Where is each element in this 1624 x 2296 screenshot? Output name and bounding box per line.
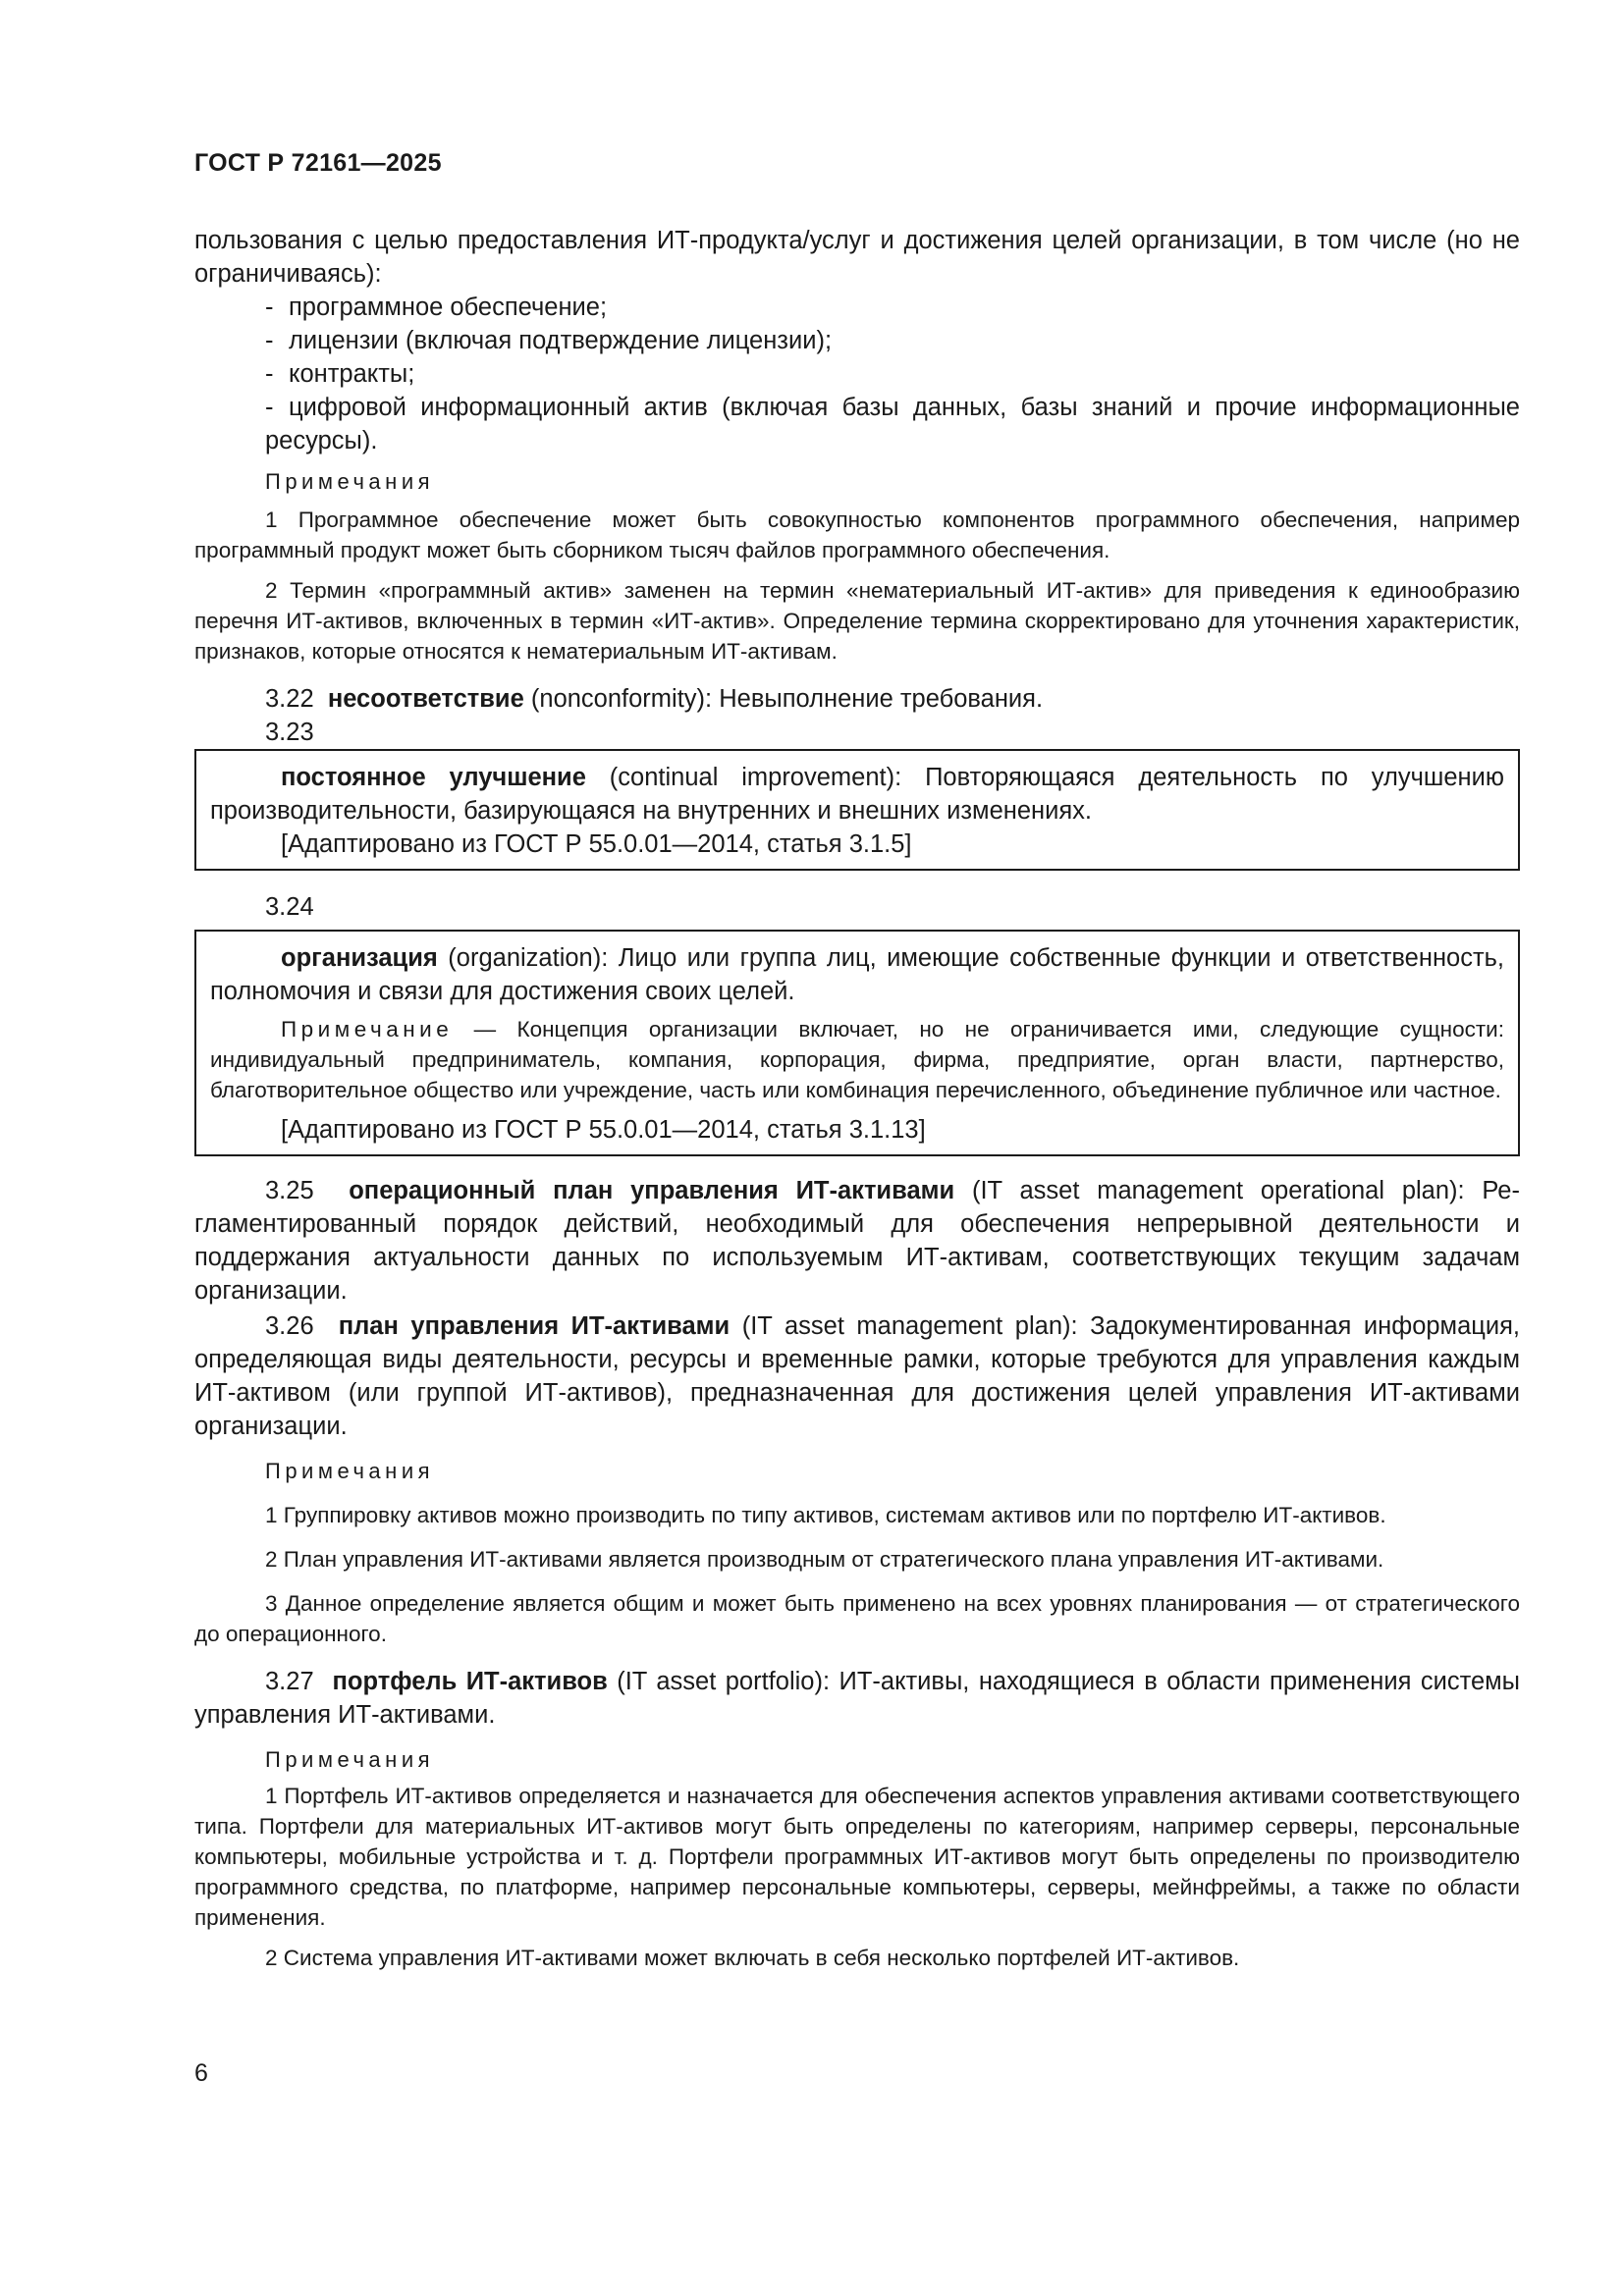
notes-heading: Примечания — [265, 1747, 435, 1772]
list-item: - контракты; — [265, 360, 415, 388]
term-3-23-box — [194, 749, 1520, 871]
document-header: ГОСТ Р 72161—2025 — [194, 149, 442, 177]
note: 3 Данное определение является общим и может быть применено на всех уровнях планирования — от стратегического до операционного. — [194, 1591, 1520, 1646]
document-body — [194, 224, 1520, 1973]
note: 1 Программное обеспечение может быть совокупностью компонентов программного обеспечения, например программный продукт может быть сборником тысяч файлов программного обеспечения. — [194, 507, 1520, 562]
term-3-27: 3.27 портфель ИТ-активов (IT asset portfolio): ИТ-активы, находящиеся в области применения системы управления ИТ-активами. — [194, 1668, 1520, 1729]
term-3-24-note: Примечание — Концепция организации включает, но не ограничивается ими, следующие сущности: индивидуальный предприниматель, компания, корпорация, фирма, предприятие, орган власти, партнерство, благотворительное общество или учреждение, часть или комбинация перечисленного, объединение публичное или частное. — [210, 1017, 1504, 1102]
term-3-24-source: [Адаптировано из ГОСТ Р 55.0.01—2014, статья 3.1.13] — [281, 1116, 926, 1144]
list-item: - программное обеспечение; — [265, 294, 608, 321]
term-3-26: 3.26 план управления ИТ-активами (IT asset management plan): Задокументированная информация, определяющая виды деятельности, ресурсы и временные рамки, которые требуются для управления каждым ИТ-активом (или группой ИТ-активов), предназначенная для достижения целей управления ИТ-активами организации. — [194, 1312, 1521, 1440]
term-3-24-definition: организация (organization): Лицо или группа лиц, имеющие собственные функции и ответственность, полномочия и связи для достижения своих целей. — [210, 944, 1505, 1005]
term-3-25: 3.25 операционный план управления ИТ-активами (IT asset management operational plan): Регламентированный порядок действий, необходимый для обеспечения непрерывной деятельности и поддержания актуальности данных по используемым ИТ-активам, соответствующих текущим задачам организации. — [194, 1177, 1520, 1305]
note: 2 План управления ИТ-активами является производным от стратегического плана управления ИТ-активами. — [265, 1547, 1384, 1572]
note: 2 Система управления ИТ-активами может включать в себя несколько портфелей ИТ-активов. — [265, 1946, 1240, 1970]
list-item: - цифровой информационный актив (включая базы данных, базы знаний и прочие информационные ресурсы). — [265, 394, 1520, 454]
term-3-23-source: [Адаптировано из ГОСТ Р 55.0.01—2014, статья 3.1.5] — [281, 830, 912, 858]
notes-heading: Примечания — [265, 469, 435, 494]
term-3-24-box — [194, 930, 1520, 1156]
notes-heading: Примечания — [265, 1459, 435, 1483]
note: 1 Группировку активов можно производить по типу активов, системам активов или по портфелю ИТ-активов. — [265, 1503, 1386, 1527]
note: 2 Термин «программный актив» заменен на термин «нематериальный ИТ-актив» для приведения к единообразию перечня ИТ-активов, включенных в термин «ИТ-актив». Определение термина скорректировано для уточнения характеристик, признаков, которые относятся к нематериальным ИТ-активам. — [194, 578, 1520, 664]
note: 1 Портфель ИТ-активов определяется и назначается для обеспечения аспектов управления активами соответствующего типа. Портфели для материальных ИТ-активов могут быть определены по категориям, например серверы, персональные компьютеры, мобильные устройства и т. д. Портфели программных ИТ-активов могут быть определены по производителю программного средства, по платформе, например персональные компьютеры, серверы, мейнфреймы, а также по области применения. — [194, 1784, 1520, 1930]
term-3-23-definition: постоянное улучшение (continual improvement): Повторяющаяся деятельность по улучшению производительности, базирующаяся на внутренних и внешних изменениях. — [210, 764, 1505, 825]
term-number-3-24: 3.24 — [265, 893, 314, 921]
term-number-3-23: 3.23 — [265, 719, 314, 746]
term-3-22: 3.22 несоответствие (nonconformity): Невыполнение требования. — [265, 685, 1044, 713]
intro-continuation: пользования с целью предоставления ИТ-продукта/услуг и достижения целей организации, в том числе (но не ограничиваясь): — [194, 227, 1520, 288]
list-item: - лицензии (включая подтверждение лицензии); — [265, 327, 833, 354]
page-number: 6 — [194, 2059, 208, 2087]
